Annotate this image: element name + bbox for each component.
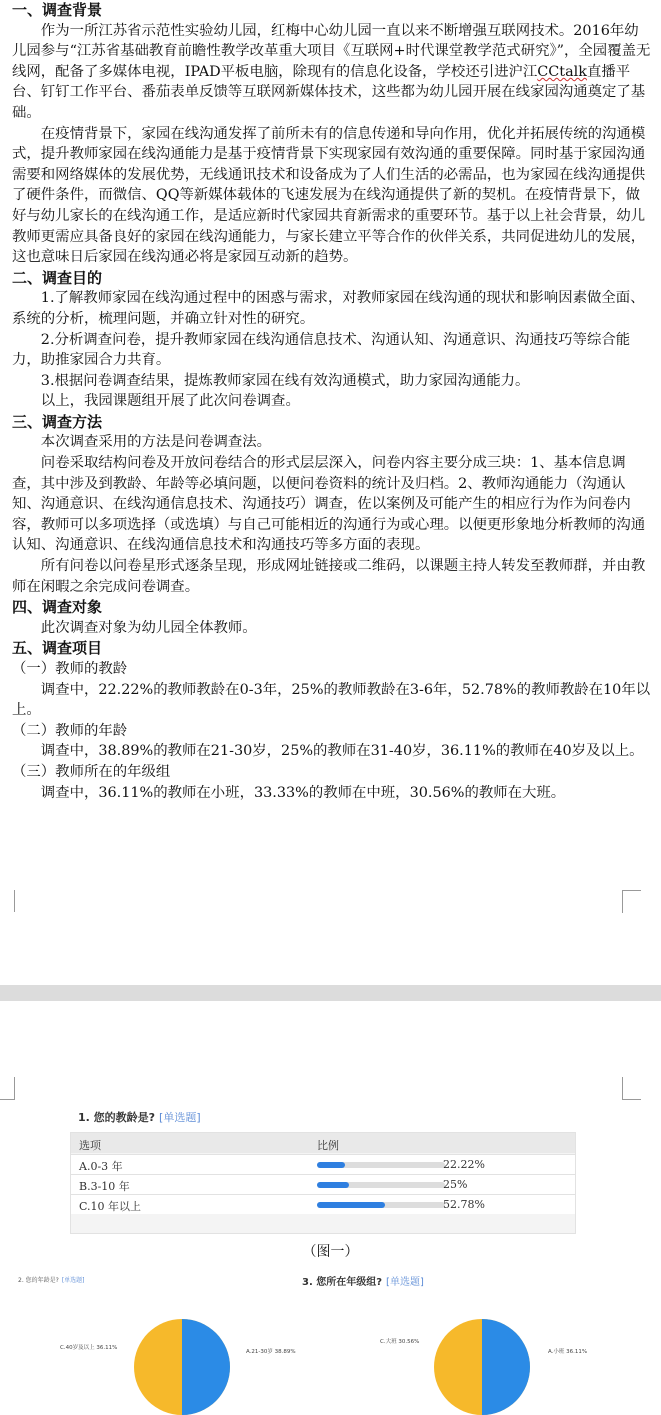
pie-slice-primary — [182, 1319, 230, 1415]
section-heading: 二、调查目的 — [12, 268, 103, 287]
question-1-title: 1. 您的教龄是? [单选题] — [78, 1111, 201, 1124]
paragraph: 以上，我园课题组开展了此次问卷调查。 — [40, 393, 300, 410]
question-3-title: 3. 您所在年级组? [单选题] — [302, 1277, 424, 1288]
subsection-heading: （三）教师所在的年级组 — [12, 763, 171, 780]
ratio-bar — [317, 1202, 385, 1208]
option-label: B.3-10 年 — [79, 1180, 130, 1193]
subsection-heading: （二）教师的年龄 — [12, 722, 128, 739]
paragraph: 3.根据问卷调查结果，提炼教师家园在线有效沟通模式，助力家园沟通能力。 — [40, 372, 530, 389]
pie-slice-primary — [482, 1319, 530, 1415]
pie-label-left: C.大班 30.56% — [380, 1339, 420, 1345]
margin-corner-mark — [622, 890, 641, 913]
column-header-ratio: 比例 — [317, 1139, 339, 1152]
ratio-value: 25% — [443, 1178, 468, 1191]
section-heading: 四、调查对象 — [12, 598, 103, 617]
question-3-pie-chart — [434, 1319, 530, 1415]
column-header-option: 选项 — [79, 1139, 101, 1152]
ratio-value: 22.22% — [443, 1158, 485, 1171]
question-type-tag: [单选题] — [159, 1111, 201, 1124]
figure-caption: （图一） — [302, 1244, 359, 1260]
ratio-bar — [317, 1182, 349, 1188]
table-row — [71, 1174, 575, 1194]
pie-label-right: A.小班 36.11% — [548, 1349, 588, 1355]
paragraph: 调查中，38.89%的教师在21-30岁，25%的教师在31-40岁，36.11%的教师在40岁及以上。 — [40, 743, 644, 760]
question-type-tag: [单选题] — [61, 1277, 85, 1284]
question-1-result-table — [70, 1132, 576, 1234]
ratio-bar-track — [317, 1182, 445, 1188]
ratio-bar-track — [317, 1162, 445, 1168]
ratio-bar — [317, 1162, 345, 1168]
pie-label-left: C.40岁及以上 36.11% — [60, 1345, 118, 1351]
paragraph: 调查中，22.22%的教师教龄在0-3年，25%的教师教龄在3-6年，52.78%的教师教龄在10年以上。 — [12, 681, 651, 719]
paragraph: 此次调查对象为幼儿园全体教师。 — [40, 619, 257, 636]
table-row — [71, 1154, 575, 1174]
document-body — [12, 0, 652, 803]
margin-corner-mark — [0, 1077, 15, 1100]
page-separator — [0, 985, 661, 1001]
paragraph: 问卷采取结构问卷及开放问卷结合的形式层层深入，问卷内容主要分成三块：1、基本信息调查，其中涉及到教龄、年龄等必填问题，以便问卷资料的统计及归档。2、教师沟通能力（沟通认知、沟通意识、在线沟通信息技术、沟通技巧）调查，佐以案例及可能产生的相应行为作为问卷内容，教师可以多项选择（或选填）与自己可能相近的沟通行为或心理。以便更形象地分析教师的沟通认知、沟通意识、在线沟通信息技术和沟通技巧等多方面的表现。 — [12, 455, 646, 554]
section-heading: 一、调查背景 — [12, 1, 103, 19]
paragraph: 2.分析调查问卷，提升教师家园在线沟通信息技术、沟通认知、沟通意识、沟通技巧等综合能力，助推家园合力共育。 — [12, 331, 631, 369]
question-2-pie-chart — [134, 1319, 230, 1415]
paragraph: 作为一所江苏省示范性实验幼儿园，红梅中心幼儿园一直以来不断增强互联网技术。2016年幼儿园参与“江苏省基础教育前瞻性教学改革重大项目《互联网+时代课堂教学范式研究》”，全园覆盖无线网，配备了多媒体电视，IPAD平板电脑，除现有的信息化设备，学校还引进沪江CCtalk直播平台、钉钉工作平台、番茄表单反馈等互联网新媒体技术，这些都为幼儿园开展在线家园沟通奠定了基础。 — [12, 22, 651, 121]
question-type-tag: [单选题] — [386, 1277, 424, 1288]
question-2-title: 2. 您的年龄是? [单选题] — [18, 1277, 85, 1284]
paragraph: 1.了解教师家园在线沟通过程中的困惑与需求，对教师家园在线沟通的现状和影响因素做全面、系统的分析，梳理问题，并确立针对性的研究。 — [12, 290, 645, 327]
spellcheck-word: CCtalk — [537, 63, 587, 80]
option-label: C.10 年以上 — [79, 1200, 142, 1213]
table-row — [71, 1194, 575, 1214]
margin-corner-mark — [622, 1077, 641, 1100]
section-heading: 三、调查方法 — [12, 412, 103, 431]
table-header — [71, 1133, 575, 1153]
paragraph: 调查中，36.11%的教师在小班，33.33%的教师在中班，30.56%的教师在大班。 — [40, 784, 566, 801]
subsection-heading: （一）教师的教龄 — [12, 661, 128, 677]
paragraph: 本次调查采用的方法是问卷调查法。 — [40, 434, 272, 451]
paragraph: 所有问卷以问卷星形式逐条呈现，形成网址链接或二维码，以课题主持人转发至教师群，并由教师在闲暇之余完成问卷调查。 — [12, 558, 646, 595]
document-page-2 — [0, 1001, 661, 1376]
ratio-value: 52.78% — [443, 1198, 485, 1211]
margin-corner-mark — [0, 890, 15, 912]
pie-label-right: A.21-30岁 38.89% — [246, 1349, 296, 1355]
option-label: A.0-3 年 — [79, 1160, 123, 1173]
section-heading: 五、调查项目 — [12, 639, 103, 658]
paragraph: 在疫情背景下，家园在线沟通发挥了前所未有的信息传递和导向作用，优化并拓展传统的沟通模式，提升教师家园在线沟通能力是基于疫情背景下实现家园有效沟通的重要保障。同时基于家园沟通需要和网络媒体的发展优势，无线通讯技术和设备成为了人们生活的必需品，也为家园在线沟通提供了硬件条件，而微信、QQ等新媒体载体的飞速发展为在线沟通提供了新的契机。在疫情背景下，做好与幼儿家长的在线沟通工作，是适应新时代家园共育新需求的重要环节。基于以上社会背景，幼儿教师更需应具备良好的家园在线沟通能力，与家长建立平等合作的伙伴关系，共同促进幼儿的发展，这也意味日后家园在线沟通必将是家园互动新的趋势。 — [12, 125, 646, 266]
ratio-bar-track — [317, 1202, 445, 1208]
